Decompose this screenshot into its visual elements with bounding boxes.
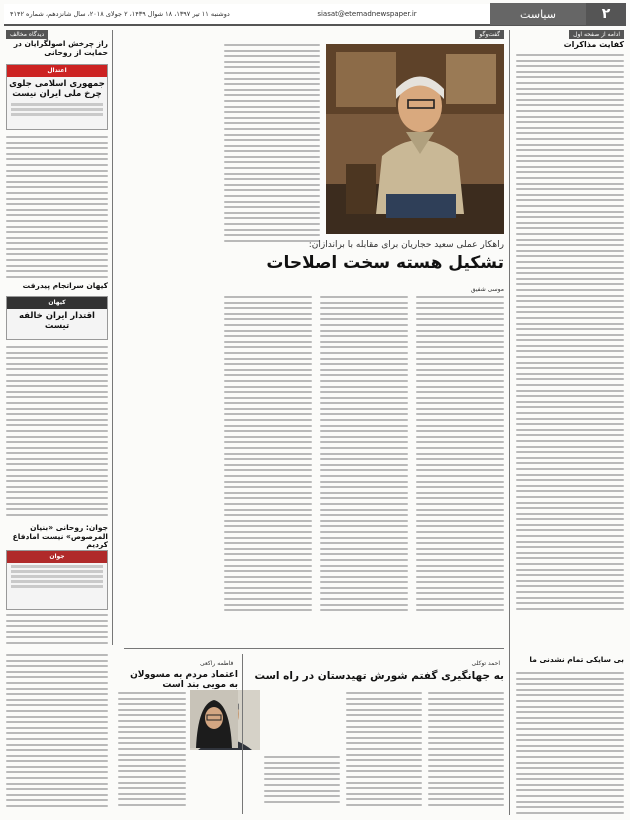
javan-newspaper-thumbnail (6, 550, 108, 610)
paper2-headline: اقتدار ایران خالفه تیست (19, 311, 95, 331)
bottom-left-body-col1 (118, 692, 186, 809)
bottom-right-body-col3 (264, 756, 340, 806)
left-column-section-label: دیدگاه مخالف (6, 30, 48, 39)
left-bottom-title: جوان: روحانی «بنیان المرصوص» نیست امادفاع کردیم (12, 523, 108, 550)
main-body-col1 (416, 296, 504, 615)
bottom-article-divider (242, 654, 243, 814)
bottom-divider (124, 648, 504, 649)
interview-photo (326, 44, 504, 234)
bottom-right-body-col2 (346, 692, 422, 809)
paper1-mast: اعتدال (7, 65, 107, 77)
left-bottom-body (6, 614, 108, 648)
interview-intro (224, 44, 320, 245)
left-mid-body (6, 346, 108, 519)
left-top-body (6, 136, 108, 281)
section-email[interactable]: siasat@etemadnewspaper.ir (317, 10, 417, 18)
left-mid-title: کیهان سراتجام پیدرفت (22, 281, 108, 290)
right-bottom-body (516, 672, 624, 817)
paper2-mast: کیهان (7, 297, 107, 309)
bottom-right-body-col1 (428, 692, 504, 809)
issue-date: دوشنبه ۱۱ تیر ۱۳۹۷، ۱۸ شوال ۱۴۳۹، ۲ جولای ۲۰۱۸، سال شانزدهم، شماره ۴۱۴۲ (10, 10, 230, 18)
right-column-title: کفایت مذاکرات (563, 40, 624, 49)
right-bottom-title: بی سایکی تمام نشدنی ما (529, 655, 624, 664)
right-column-section-label: ادامه از صفحه اول (569, 30, 624, 39)
right-column-body (516, 54, 624, 613)
page-number: ۲ (586, 3, 626, 25)
paper1-headline: جمهوری اسلامی جلوی چرخ ملی ایران نیست (9, 79, 105, 99)
paper3-mast: جوان (7, 551, 107, 563)
bottom-left-headline: اعتماد مردم به مسوولان به مویی بند است (130, 670, 238, 691)
kayhan-newspaper-thumbnail (6, 296, 108, 340)
bottom-left-author: فاطمه راکعی (200, 660, 234, 667)
left-top-title: راز چرخش اصولگرایان در حمایت از روحانی (13, 39, 108, 57)
rakei-photo (190, 690, 238, 748)
section-name: سیاست (490, 3, 586, 25)
left-column-divider (112, 30, 113, 645)
main-body-col3 (224, 296, 312, 615)
main-headline: تشکیل هسته سخت اصلاحات (266, 253, 504, 273)
bottom-right-author: احمد توکلی (471, 660, 500, 667)
bottom-left-body-col2 (6, 654, 108, 811)
bottom-right-headline: به جهانگیری گفتم شورش تهیدستان در راه است (254, 670, 504, 682)
column-divider (509, 30, 510, 815)
interview-tag: گفت‌وگو (475, 30, 504, 39)
page-header (4, 4, 626, 26)
main-kicker: راهکار عملی سعید حجاریان برای مقابله با براندازان: (308, 240, 504, 250)
main-author: موسی شفیق (470, 286, 504, 293)
etedal-newspaper-thumbnail (6, 64, 108, 130)
main-body-col2 (320, 296, 408, 615)
